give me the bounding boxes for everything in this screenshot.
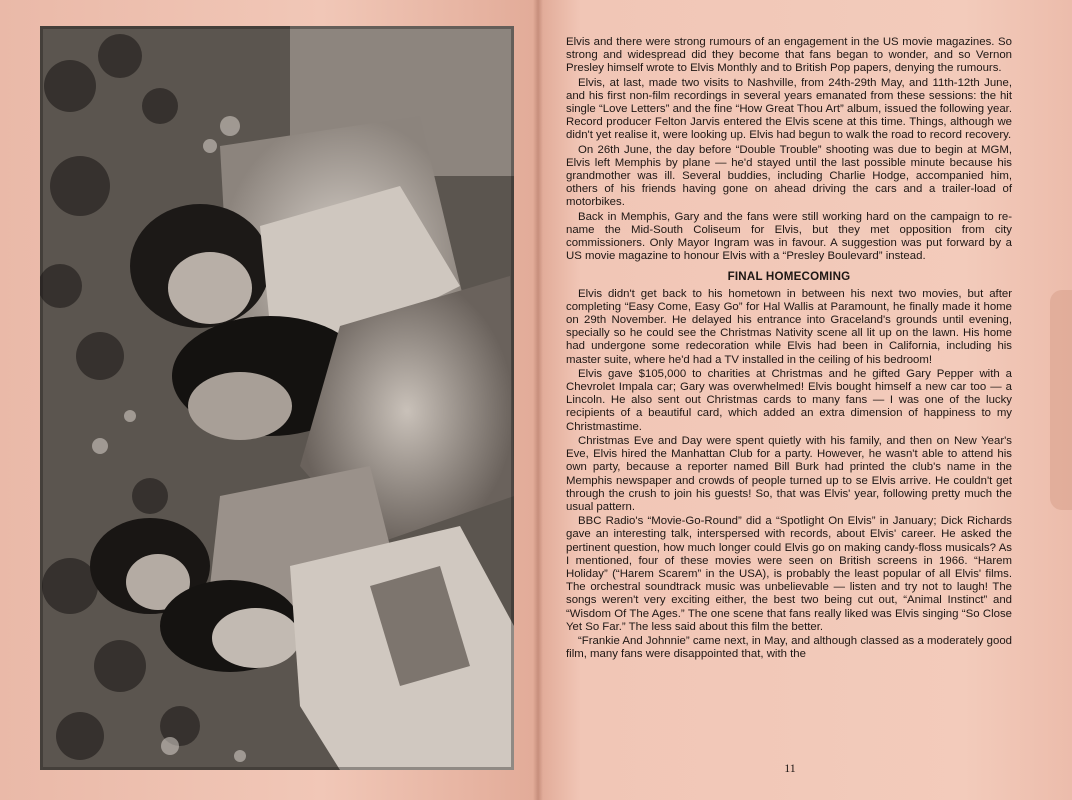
film-still-photo [40,26,514,770]
article-paragraph: On 26th June, the day before “Double Trouble” shooting was due to begin at MGM, Elvis left Memphis by plane — he'd stayed until the last possible minute because his grandmother was ill. Several buddies, including Charlie Hodge, accompanied him, others of his friends having gone on ahead driving the cars and a trailer-load of motorbikes. [566,143,1012,209]
article-paragraph: Elvis didn't get back to his hometown in between his next two movies, but after completing “Easy Come, Easy Go” for Hal Wallis at Paramount, he finally made it home on 29th November. He delayed his entrance into Graceland's grounds until evening, specially so he could see the Christmas Nativity scene all lit up on the lawn. His home had undergone some redecoration while Elvis had been in California, including his master suite, where he'd had a TV installed in the ceiling of his bedroom! [566,287,1012,366]
article-paragraph: Elvis and there were strong rumours of an engagement in the US movie magazines. So strong and widespread did they become that fans began to wonder, and so Vernon Presley himself wrote to Elvis Monthly and to British Pop papers, denying the rumours. [566,36,1012,75]
film-still-illustration [40,26,514,770]
article-column [566,36,1012,662]
article-paragraph: “Frankie And Johnnie” came next, in May, and although classed as a moderately good film, many fans were disappointed that, with the [566,634,1012,661]
article-paragraph: Elvis, at last, made two visits to Nashville, from 24th-29th May, and 11th-12th June, and his first non-film recordings in several years emanated from these sessions: the hit single “Love Letters” and the fine “How Great Thou Art” album, issued the following year. Record producer Felton Jarvis entered the Elvis scene at this time. Things, although we didn't yet realise it, were looking up. Elvis had begun to walk the road to record recovery. [566,76,1012,142]
spine-gutter [533,0,543,800]
page-number: 11 [784,761,796,775]
article-paragraph: Back in Memphis, Gary and the fans were still working hard on the campaign to re-name the Mid-South Coliseum for Elvis, but they met opposition from city commissioners. Only Mayor Ingram was in favour. A suggestion was put forward by a US movie magazine to honour Elvis with a “Presley Boulevard” instead. [566,210,1012,263]
section-heading: FINAL HOMECOMING [727,270,851,284]
article-paragraph: Elvis gave $105,000 to charities at Christmas and he gifted Gary Pepper with a Chevrolet Impala car; Gary was overwhelmed! Elvis bought himself a new car too — a Lincoln. He also sent out Christmas cards to many fans — I was one of the lucky recipients of a beautiful card, which added an extra dimension of happiness to my Christmastime. [566,367,1012,433]
article-paragraph: BBC Radio's “Movie-Go-Round” did a “Spotlight On Elvis” in January; Dick Richards gave an interesting talk, interspersed with records, about Elvis' career. He asked the pertinent question, how much longer could Elvis go on making candy-floss musicals? As I mentioned, four of these movies were seen on British screens in 1966. “Harem Holiday” (“Harem Scarem” in the USA), is probably the least popular of all Elvis' films. The orchestral soundtrack music was unbelievable — listen and try not to laugh! The songs weren't very exciting either, the best two being cut out, “Animal Instinct” and “Wisdom Of The Ages.” The one scene that fans really liked was Elvis singing “So Close Yet So Far.” The less said about this film the better. [566,515,1012,633]
page-edge-shadow [1050,290,1072,510]
article-paragraph: Christmas Eve and Day were spent quietly with his family, and then on New Year's Eve, Elvis hired the Manhattan Club for a party. However, he wasn't able to attend his own party, because a reporter named Bill Burk had printed the club's name in the Memphis newspaper and crowds of people turned up to se Elvis arrive. He couldn't get through the crush to join his guests! So, that was Elvis' year, following pretty much the usual pattern. [566,434,1012,513]
